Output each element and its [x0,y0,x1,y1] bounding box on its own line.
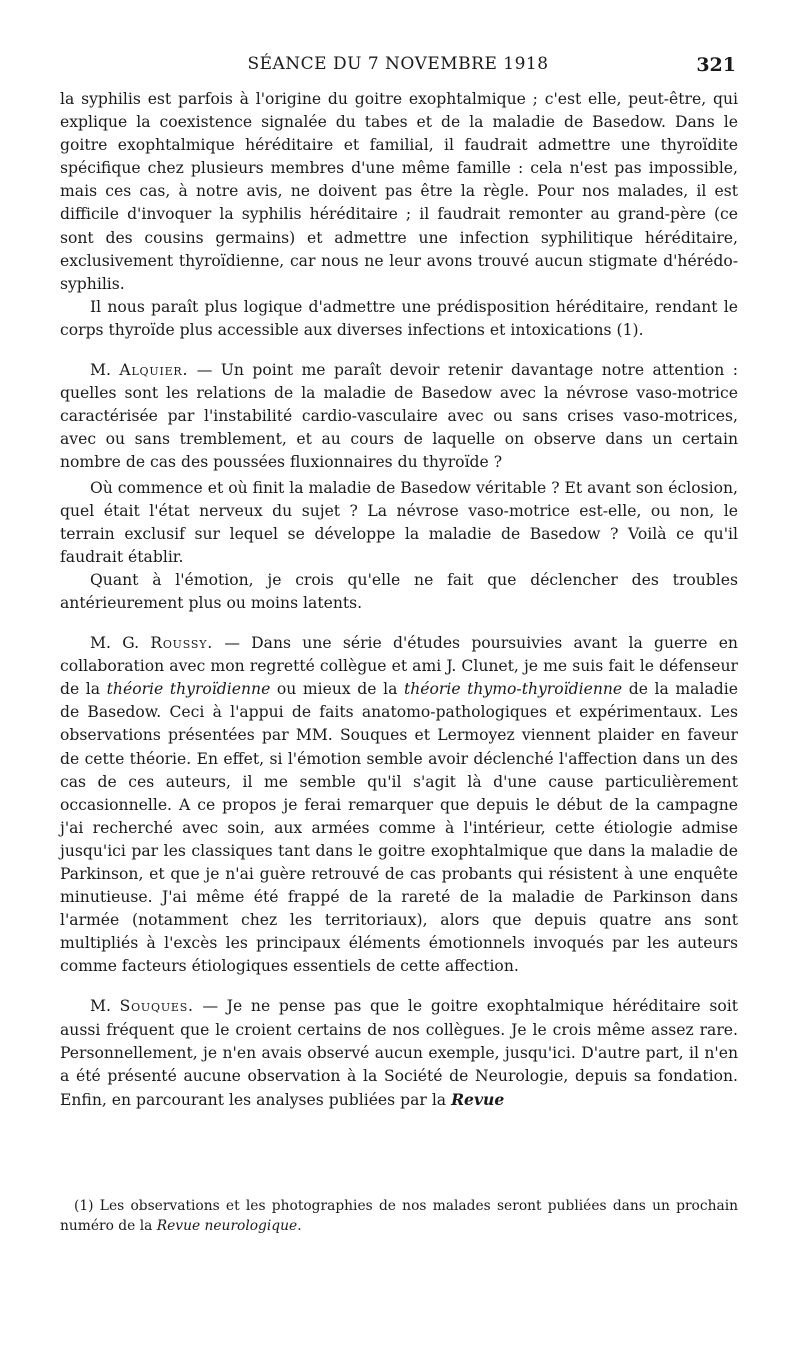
roussy-text-1: — Dans une série d'études poursuivies avant la guerre en collaboration avec mon regretté collègue et ami J. Clunet, je me suis fait le défenseur de la [60,634,738,699]
paragraph-souques [60,995,738,1111]
roussy-text-3: de la maladie de Basedow. Ceci à l'appui de faits anatomo-pathologiques et expérimentaux. Les observations présentées par MM. Souques et Lermoyez viennent plaider en faveur de cette théorie. En effet, si l'émotion semble avoir déclenché l'affection dans un des cas de ces auteurs, il me semble qu'il s'agit là d'une cause particulièrement occasionnelle. A ce propos je ferai remarquer que depuis le début de la campagne j'ai recherché avec soin, aux armées comme à l'intérieur, cette étiologie admise jusqu'ici par les classiques tant dans le goitre exophtalmique que dans la maladie de Parkinson, et que je n'ai guère retrouvé de cas probants qui résistent à une enquête minutieuse. J'ai même été frappé de la rareté de la maladie de Parkinson dans l'armée (notamment chez les territoriaux), alors que depuis quatre ans sont multipliés à l'excès les principaux éléments émotionnels invoqués par les auteurs comme facteurs étiologiques essentiels de cette affection. [60,680,738,976]
page-number: 321 [696,54,736,76]
footnote-end: . [297,1218,302,1234]
paragraph-basedow-question: Où commence et où finit la maladie de Basedow véritable ? Et avant son éclosion, quel était l'état nerveux du sujet ? La névrose vaso-motrice est-elle, ou non, le terrain exclusif sur lequel se développe la maladie de Basedow ? Voilà ce qu'il faudrait établir. [60,478,738,566]
roussy-italic-theorie-thyroidienne: théorie thyroïdienne [106,680,271,699]
speaker-name-roussy: Roussy. [150,634,214,653]
paragraph-alquier [60,359,738,474]
speaker-title: M. G. [90,634,140,653]
footnote [60,1196,738,1236]
running-title: SÉANCE DU 7 NOVEMBRE 1918 [247,54,549,74]
roussy-italic-theorie-thymo: théorie thymo-thyroïdienne [403,680,623,699]
speaker-title: M. [90,997,111,1016]
paragraph-emotion: Quant à l'émotion, je crois qu'elle ne fait que déclencher des troubles antérieurement plus ou moins latents. [60,570,738,612]
paragraph-syphilis: la syphilis est parfois à l'origine du goitre exophtalmique ; c'est elle, peut-être, qui explique la coexistence signalée du tabes et de la maladie de Basedow. Dans le goitre exophtalmique héréditaire et familial, il faudrait admettre une thyroïdite spécifique chez plusieurs membres d'une même famille : cela n'est pas impossible, mais ces cas, à notre avis, ne doivent pas être la règle. Pour nos malades, il est difficile d'invoquer la syphilis héréditaire ; il faudrait remonter au grand-père (ce sont des cousins germains) et admettre une infection syphilitique héréditaire, exclusivement thyroïdienne, car nous ne leur avons trouvé aucun stigmate d'hérédo-syphilis. [60,90,738,293]
speaker-name-souques: Souques. [119,997,194,1016]
souques-italic-revue: Revue [451,1089,505,1109]
footnote-italic-revue: Revue neurologique [156,1218,298,1234]
footnote-marker: (1) [74,1198,94,1214]
paragraph-predisposition: Il nous paraît plus logique d'admettre une prédisposition héréditaire, rendant le corps thyroïde plus accessible aux diverses infections et intoxications (1). [60,297,738,339]
paragraph-roussy [60,632,738,978]
page-header [60,54,736,78]
speaker-name-alquier: Alquier. [119,361,189,380]
roussy-text-2: ou mieux de la [276,680,398,699]
souques-text: — Je ne pense pas que le goitre exophtalmique héréditaire soit aussi fréquent que le croient certains de nos collègues. Je le crois même assez rare. Personnellement, je n'en avais observé aucun exemple, jusqu'ici. D'autre part, il n'en a été présenté aucune observation à la Société de Neurologie, depuis sa fondation. Enfin, en parcourant les analyses publiées par la [60,997,738,1109]
speaker-title: M. [90,361,111,380]
footnote-text: Les observations et les photographies de nos malades seront publiées dans un prochain numéro de la [60,1198,738,1234]
body-text [60,88,738,1112]
alquier-text: — Un point me paraît devoir retenir davantage notre attention : quelles sont les relations de la maladie de Basedow avec la névrose vaso-motrice caractérisée par l'instabilité cardio-vasculaire avec ou sans crises vaso-motrices, avec ou sans tremblement, et au cours de laquelle on observe dans un certain nombre de cas des poussées fluxionnaires du thyroïde ? [60,361,738,472]
